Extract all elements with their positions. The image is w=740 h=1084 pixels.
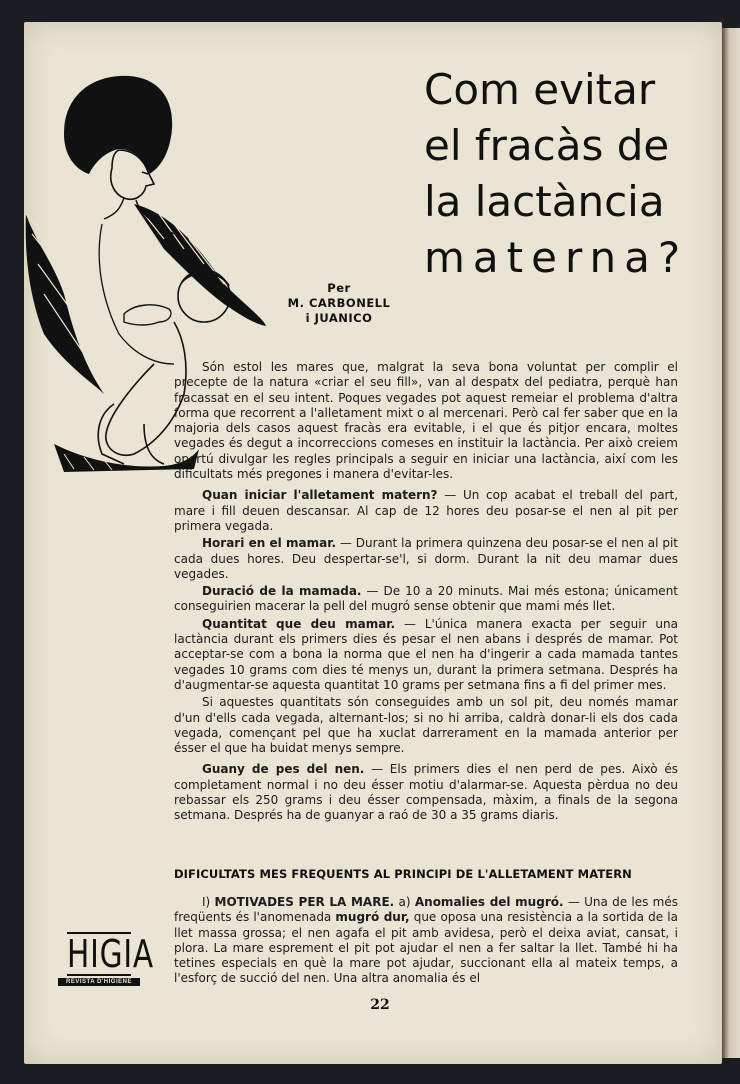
page-number: 22 <box>370 997 390 1013</box>
section-lead: Quantitat que deu mamar. <box>202 616 396 631</box>
section-paragraph <box>174 488 678 534</box>
section-paragraph <box>174 584 678 615</box>
byline-author: M. CARBONELL <box>287 296 391 310</box>
section-text: — Els primers dies el nen perd de pes. Això és completament normal i no deu ésser motiu d'alarmar-se. Aquesta pèrdua no deu rebassar els 250 grams i deu ésser compensada, màxim, a finals de la segona setmana. Després ha de guanyar a raó de 30 a 35 grams diaris. <box>174 762 678 823</box>
logo-wordmark: HIGIA <box>67 932 154 976</box>
section-number: I) <box>202 895 211 909</box>
section-lead: Quan iniciar l'alletament matern? <box>202 488 438 503</box>
article-title <box>424 62 694 286</box>
intro-paragraph: Són estol les mares que, malgrat la seva bona voluntat per complir el precepte de la natura «criar el seu fill», van al despatx del pediatra, perquè han fracassat en el seu intent. Poques vegades pot aquest remeiar el problema d'altra forma que recorrent a l'alletament mixt o al mercenari. Però cal fer saber que en la majoria dels casos aquest fracàs era evitable, i el que és pitjor encara, moltes vegades és degut a incorreccions comeses en instituir la lactància. Per això creiem oportú divulgar les regles principals a seguir en iniciar una lactància, així com les dificultats més pregones i manera d'evitar-les. <box>174 360 678 482</box>
title-line: materna? <box>424 233 689 282</box>
logo-tagline: REVISTA D'HIGIENE <box>58 978 140 986</box>
section-lead: Horari en el mamar. <box>202 536 337 551</box>
title-line: Com evitar <box>424 65 656 114</box>
section-text: — Un cop acabat el treball del part, mare i fill deuen descansar. Al cap de 12 hores deu posar-se el nen al pit per primera vegada. <box>174 488 679 533</box>
article-body <box>174 360 678 826</box>
byline-per: Per <box>327 281 351 295</box>
paragraph: Si aquestes quantitats són conseguides amb un sol pit, deu només mamar d'un d'ells cada vegada, alternant-los; si no hi arriba, caldrà donar-li els dos cada vegada, començant pel que ha xuclat darrerament en la mamada anterior per ésser el que ha buidat menys sempre. <box>174 695 678 756</box>
section-text: — De 10 a 20 minuts. Mai més estona; únicament conseguirien macerar la pell del mugró sense obtenir que mami més llet. <box>174 584 679 614</box>
section-paragraph <box>174 536 678 582</box>
difficulties-paragraph <box>174 895 678 987</box>
byline-author: i JUANICO <box>305 311 373 325</box>
title-line: el fracàs de <box>424 121 670 170</box>
title-line: la lactància <box>424 177 665 226</box>
next-page-edge <box>722 28 740 1058</box>
sub-letter: a) <box>398 895 411 909</box>
bold-term: mugró dur, <box>335 910 410 925</box>
difficulties-body <box>174 895 678 987</box>
byline <box>284 281 394 326</box>
sub-title: Anomalies del mugró. <box>414 895 564 909</box>
section-paragraph <box>174 762 678 823</box>
cause-title: MOTIVADES PER LA MARE. <box>214 895 395 909</box>
section-paragraph <box>174 617 678 693</box>
paragraph-text: que oposa una resistència a la sortida de la llet massa grossa; el nen agafa el pit amb avidesa, però el deixa aviat, cansat, i plora. La mare esprement el pit pot ajudar el nen a fer saltar la llet. També hi ha tetines especials en què la mare pot ajudar, succionant ella al mateix temps, a l'esforç de succió del nen. Una altra anomalia és el <box>174 910 678 986</box>
section-text: — L'única manera exacta per seguir una lactància durant els primers dies és pesar el nen abans i després de mamar. Pot acceptar-se com a bona la norma que el nen ha d'ingerir a cada mamada tantes vegades 10 grams com dies té menys un, durant la primera setmana. Després ha d'augmentar-se aquesta quantitat 10 grams per setmana fins a fi del primer mes. <box>174 616 678 692</box>
section-lead: Guany de pes del nen. <box>202 762 365 777</box>
section-text: — Durant la primera quinzena deu posar-se el nen al pit cada dues hores. Deu despertar-se'l, si dorm. Durant la nit deu mamar dues vegades. <box>174 536 678 581</box>
difficulties-heading: DIFICULTATS MES FREQUENTS AL PRINCIPI DE L'ALLETAMENT MATERN <box>174 867 632 881</box>
section-lead: Duració de la mamada. <box>202 584 362 599</box>
higia-logo <box>58 932 154 986</box>
paragraph-text: — Una de les més freqüents és l'anomenada <box>174 895 678 925</box>
